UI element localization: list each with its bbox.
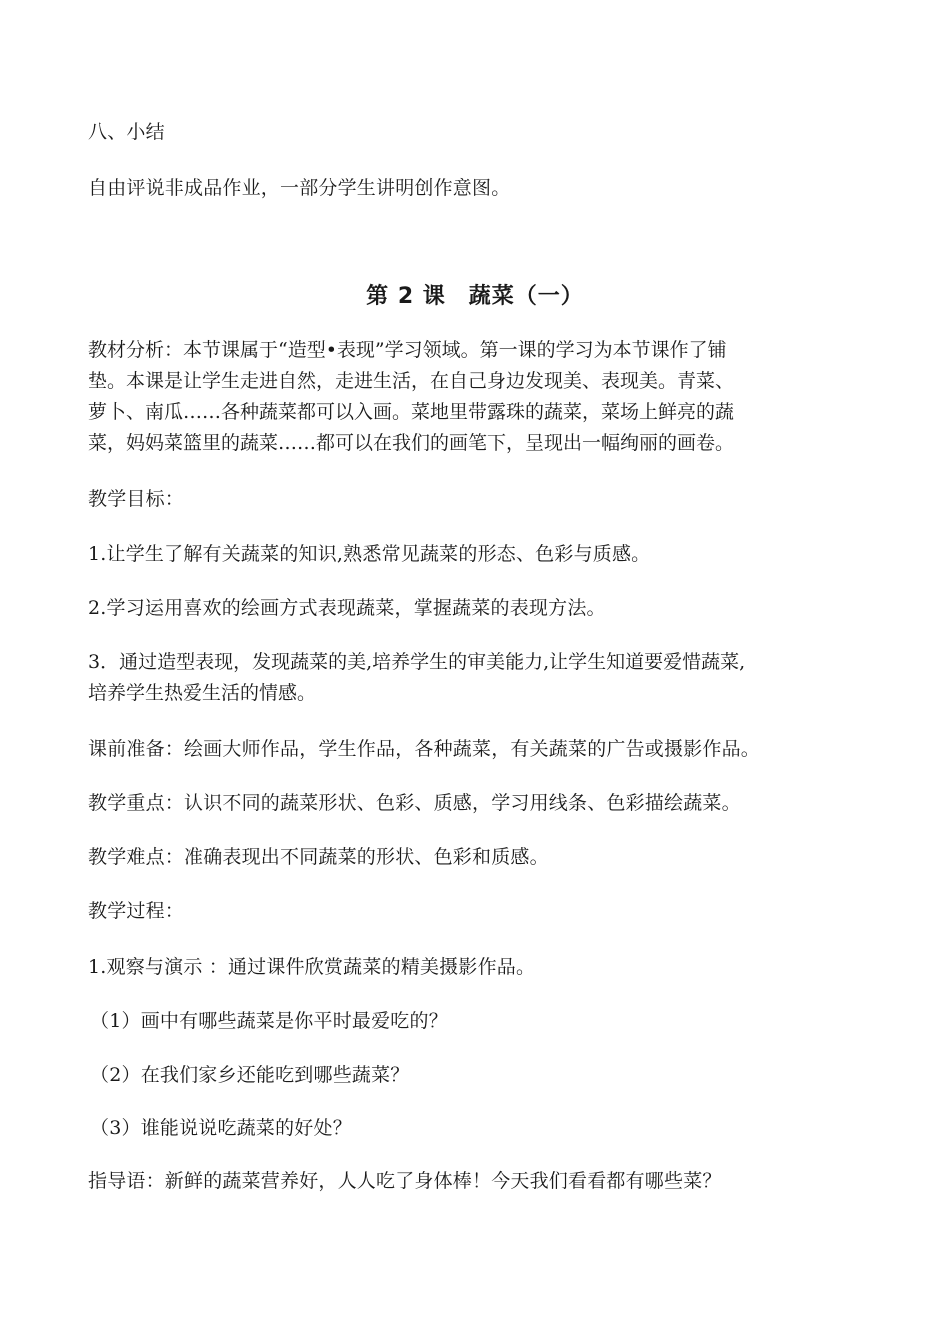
goal-3 (88, 648, 868, 707)
goal-3-line: 3．通过造型表现，发现蔬菜的美,培养学生的审美能力,让学生知道要爱惜蔬菜, (88, 651, 746, 673)
difficulties: 教学难点：准确表现出不同蔬菜的形状、色彩和质感。 (88, 846, 549, 868)
goals-heading: 教学目标： (88, 488, 185, 510)
analysis-line: 萝卜、南瓜……各种蔬菜都可以入画。菜地里带露珠的蔬菜，菜场上鲜亮的蔬 (88, 401, 735, 423)
analysis-line: 垫。本课是让学生走进自然，走进生活，在自己身边发现美、表现美。青菜、 (88, 370, 735, 392)
preparation: 课前准备：绘画大师作品，学生作品，各种蔬菜，有关蔬菜的广告或摄影作品。 (88, 738, 761, 760)
key-points: 教学重点：认识不同的蔬菜形状、色彩、质感，学习用线条、色彩描绘蔬菜。 (88, 792, 741, 814)
lesson-title: 第 2 课 蔬菜（一） (366, 284, 584, 309)
goal-2: 2.学习运用喜欢的绘画方式表现蔬菜，掌握蔬菜的表现方法。 (88, 597, 606, 619)
analysis-paragraph (88, 336, 868, 457)
analysis-line: 菜，妈妈菜篮里的蔬菜……都可以在我们的画笔下，呈现出一幅绚丽的画卷。 (88, 432, 735, 454)
guidance: 指导语：新鲜的蔬菜营养好，人人吃了身体棒！今天我们看看都有哪些菜？ (88, 1170, 722, 1192)
step-1: 1.观察与演示 ：通过课件欣赏蔬菜的精美摄影作品。 (88, 956, 536, 978)
process-heading: 教学过程： (88, 900, 185, 922)
question-2: （2）在我们家乡还能吃到哪些蔬菜？ (90, 1064, 410, 1086)
question-1: （1）画中有哪些蔬菜是你平时最爱吃的？ (90, 1010, 448, 1032)
question-3: （3）谁能说说吃蔬菜的好处？ (90, 1117, 352, 1139)
summary-text: 自由评说非成品作业，一部分学生讲明创作意图。 (88, 177, 511, 199)
goal-3-line: 培养学生热爱生活的情感。 (88, 682, 317, 704)
analysis-line: 教材分析：本节课属于“造型•表现”学习领域。第一课的学习为本节课作了铺 (88, 339, 727, 361)
goal-1: 1.让学生了解有关蔬菜的知识,熟悉常见蔬菜的形态、色彩与质感。 (88, 543, 651, 565)
section-heading: 八、小结 (88, 121, 165, 143)
